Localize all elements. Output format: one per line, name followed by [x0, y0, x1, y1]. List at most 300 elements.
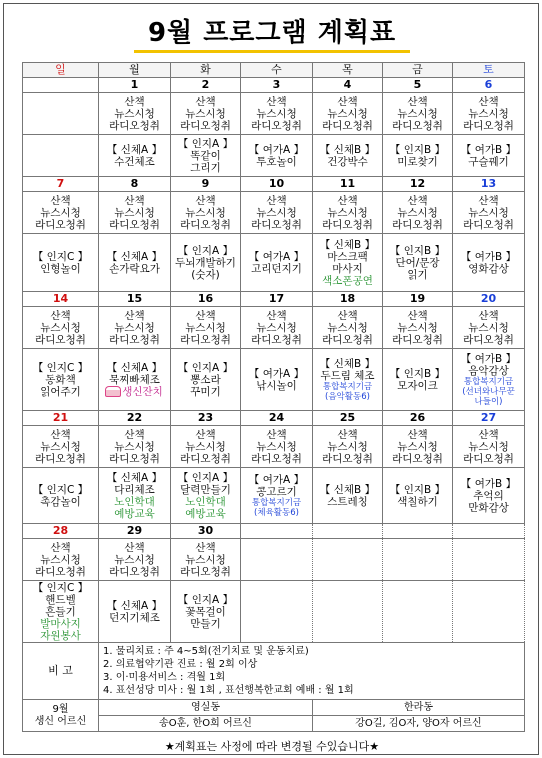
- activity-name: 다리체조: [114, 483, 155, 496]
- routine-item: 라디오청취: [35, 565, 86, 578]
- birthday-label-month: 9월: [52, 703, 69, 715]
- routine-item: 산책: [478, 309, 499, 322]
- date-number: 6: [453, 78, 525, 93]
- routine-item: 산책: [195, 194, 216, 207]
- activity-name: 꾸미기: [190, 385, 221, 398]
- routine-item: 뉴스시청: [114, 553, 155, 566]
- activity-row: [23, 581, 525, 643]
- routine-item: 산책: [124, 428, 145, 441]
- activity-row: [23, 468, 525, 524]
- routine-item: 뉴스시청: [397, 107, 438, 120]
- date-number: 1: [99, 78, 171, 93]
- activity-row: [23, 234, 525, 292]
- routine-item: 라디오청취: [35, 452, 86, 465]
- activity-category: 【 신체A 】: [106, 143, 163, 156]
- routine-item: 산책: [337, 428, 358, 441]
- routine-item: 산책: [407, 428, 428, 441]
- weekday-mon: 월: [99, 63, 171, 78]
- activity-name: 달력만들기: [180, 483, 231, 496]
- activity-cell: [313, 468, 383, 524]
- activity-category: 【 인지B 】: [389, 143, 446, 156]
- routine-cell: [313, 93, 383, 135]
- routine-item: 라디오청취: [251, 119, 302, 132]
- routine-item: 뉴스시청: [114, 440, 155, 453]
- routine-cell: [171, 307, 241, 349]
- activity-cell: [171, 581, 241, 643]
- routine-item: 라디오청취: [322, 218, 373, 231]
- routine-item: 산책: [124, 309, 145, 322]
- activity-category: 【 신체B 】: [319, 357, 376, 370]
- notes-content: [99, 643, 525, 700]
- routine-item: 뉴스시청: [40, 553, 81, 566]
- date-number: 26: [383, 411, 453, 426]
- activity-cell: [383, 349, 453, 411]
- activity-cell: [23, 468, 99, 524]
- activity-special-note: 노인학대: [185, 495, 226, 508]
- activity-cell: [453, 234, 525, 292]
- calendar-table: [22, 62, 525, 732]
- date-number: 29: [99, 524, 171, 539]
- routine-item: 뉴스시청: [40, 321, 81, 334]
- routine-item: 라디오청취: [109, 333, 160, 346]
- activity-name: 미로찾기: [397, 155, 438, 168]
- activity-cell: [99, 581, 171, 643]
- routine-cell: [383, 539, 453, 581]
- routine-item: 라디오청취: [180, 119, 231, 132]
- routine-item: 산책: [124, 95, 145, 108]
- activity-cell: [99, 135, 171, 177]
- activity-name: 촉감놀이: [40, 495, 81, 508]
- activity-special-note-text: 생신잔치: [122, 385, 163, 398]
- routine-cell: [23, 426, 99, 468]
- activity-category: 【 인지A 】: [177, 593, 234, 606]
- activity-name: 묵찌빠체조: [109, 373, 160, 386]
- activity-cell: [383, 135, 453, 177]
- routine-item: 뉴스시청: [185, 107, 226, 120]
- routine-item: 뉴스시청: [327, 321, 368, 334]
- routine-item: 산책: [337, 95, 358, 108]
- routine-item: 뉴스시청: [397, 206, 438, 219]
- routine-cell: [383, 426, 453, 468]
- routine-item: 뉴스시청: [327, 206, 368, 219]
- activity-cell: [23, 581, 99, 643]
- routine-item: 산책: [337, 309, 358, 322]
- routine-item: 산책: [266, 428, 287, 441]
- routine-cell: [453, 192, 525, 234]
- routine-item: 뉴스시청: [256, 107, 297, 120]
- date-number: 12: [383, 177, 453, 192]
- date-number: 13: [453, 177, 525, 192]
- routine-item: 산책: [195, 309, 216, 322]
- activity-name: 핸드벨: [45, 593, 76, 606]
- date-number: 14: [23, 292, 99, 307]
- routine-cell: [383, 307, 453, 349]
- activity-name: 읽어주기: [40, 385, 81, 398]
- routine-item: 산책: [407, 95, 428, 108]
- date-number: [453, 524, 525, 539]
- activity-name: 수건체조: [114, 155, 155, 168]
- routine-item: 뉴스시청: [256, 206, 297, 219]
- routine-item: 라디오청취: [392, 452, 443, 465]
- activity-name: 흔들기: [45, 605, 76, 618]
- activity-cell: [453, 349, 525, 411]
- date-number: [241, 524, 313, 539]
- activity-category: 【 여가A 】: [248, 367, 305, 380]
- weekday-sun: 일: [23, 63, 99, 78]
- routine-item: 산책: [266, 194, 287, 207]
- routine-item: 산책: [407, 194, 428, 207]
- activity-cell: [99, 468, 171, 524]
- routine-item: 뉴스시청: [40, 206, 81, 219]
- routine-item: 뉴스시청: [256, 440, 297, 453]
- activity-name: 낚시놀이: [256, 379, 297, 392]
- routine-cell: [453, 426, 525, 468]
- date-number: 3: [241, 78, 313, 93]
- routine-cell: [23, 307, 99, 349]
- date-number: 27: [453, 411, 525, 426]
- activity-category: 【 여가B 】: [460, 143, 517, 156]
- activity-name: 건강박수: [327, 155, 368, 168]
- routine-item: 라디오청취: [322, 119, 373, 132]
- activity-name: 추억의: [473, 489, 504, 502]
- activity-name: 똑같이: [190, 149, 221, 162]
- activity-name: 영화감상: [468, 262, 509, 275]
- activity-row: [23, 349, 525, 411]
- routine-cell: [383, 93, 453, 135]
- activity-name: 고리던지기: [251, 262, 302, 275]
- activity-cell: [241, 581, 313, 643]
- routine-item: 라디오청취: [251, 452, 302, 465]
- birthday-col2-names: 강O길, 김O자, 양O자 어르신: [313, 716, 525, 732]
- weekday-header-row: [23, 63, 525, 78]
- routine-cell: [241, 426, 313, 468]
- routine-item: 라디오청취: [463, 119, 514, 132]
- activity-category: 【 인지A 】: [177, 137, 234, 150]
- routine-item: 라디오청취: [322, 333, 373, 346]
- routine-cell: [171, 426, 241, 468]
- routine-item: 산책: [337, 194, 358, 207]
- activity-name: 색칠하기: [397, 495, 438, 508]
- date-row: [23, 177, 525, 192]
- routine-item: 뉴스시청: [468, 206, 509, 219]
- routine-cell: [171, 192, 241, 234]
- activity-category: 【 여가A 】: [248, 473, 305, 486]
- activity-cell: [23, 234, 99, 292]
- activity-special-note: (선녀와나무꾼: [462, 386, 515, 397]
- activity-category: 【 여가B 】: [460, 352, 517, 365]
- routine-item: 산책: [50, 541, 71, 554]
- activity-special-note: 노인학대: [114, 495, 155, 508]
- date-number: 9: [171, 177, 241, 192]
- routine-item: 라디오청취: [463, 218, 514, 231]
- routine-item: 뉴스시청: [468, 440, 509, 453]
- routine-item: 라디오청취: [35, 218, 86, 231]
- routine-item: 라디오청취: [180, 218, 231, 231]
- activity-special-note: 나들이): [474, 396, 503, 407]
- activity-cell: [23, 135, 99, 177]
- activity-category: 【 인지A 】: [177, 361, 234, 374]
- birthday-label-text: 생신 어르신: [34, 715, 87, 727]
- routine-item: 산책: [266, 95, 287, 108]
- routine-cell: [171, 539, 241, 581]
- date-number: 15: [99, 292, 171, 307]
- schedule-page: [3, 3, 539, 755]
- activity-cell: [241, 349, 313, 411]
- routine-cell: [383, 192, 453, 234]
- activity-name: 던지기체조: [109, 611, 160, 624]
- routine-item: 라디오청취: [463, 452, 514, 465]
- activity-row: [23, 135, 525, 177]
- routine-item: 라디오청취: [180, 333, 231, 346]
- routine-item: 라디오청취: [322, 452, 373, 465]
- activity-name: 모자이크: [397, 379, 438, 392]
- routine-cell: [241, 93, 313, 135]
- activity-name: 두드림 체조: [320, 369, 375, 382]
- routine-item: 뉴스시청: [397, 440, 438, 453]
- routine-item: 산책: [478, 194, 499, 207]
- activity-cell: [171, 349, 241, 411]
- routine-cell: [23, 539, 99, 581]
- activity-name: 인형놀이: [40, 262, 81, 275]
- activity-category: 【 신체A 】: [106, 471, 163, 484]
- routine-item: 산책: [50, 309, 71, 322]
- routine-item: 라디오청취: [35, 333, 86, 346]
- note-line: 4. 표선성당 미사 : 월 1회 , 표선행복한교회 예배 : 월 1회: [103, 685, 354, 696]
- date-number: [313, 524, 383, 539]
- routine-cell: [99, 426, 171, 468]
- date-number: 23: [171, 411, 241, 426]
- routine-cell: [453, 539, 525, 581]
- activity-cell: [241, 468, 313, 524]
- routine-cell: [313, 426, 383, 468]
- routine-item: 뉴스시청: [40, 440, 81, 453]
- date-number: 28: [23, 524, 99, 539]
- date-number: 16: [171, 292, 241, 307]
- note-line: 3. 이·미용서비스 : 격월 1회: [103, 672, 226, 683]
- date-number: 25: [313, 411, 383, 426]
- activity-name: 구슬꿰기: [468, 155, 509, 168]
- weekday-wed: 수: [241, 63, 313, 78]
- birthday-header-row: [23, 700, 525, 716]
- activity-category: 【 인지A 】: [177, 471, 234, 484]
- routine-item: 뉴스시청: [468, 321, 509, 334]
- page-title: 9월 프로그램 계획표: [134, 18, 410, 53]
- routine-item: 라디오청취: [180, 565, 231, 578]
- routine-item: 라디오청취: [109, 119, 160, 132]
- activity-cell: [99, 349, 171, 411]
- activity-name: 꽃목걸이: [185, 605, 226, 618]
- activity-name: 손가락요가: [109, 262, 160, 275]
- activity-category: 【 인지B 】: [389, 244, 446, 257]
- activity-name: 스트레칭: [327, 495, 368, 508]
- activity-category: 【 여가B 】: [460, 477, 517, 490]
- activity-category: 【 신체A 】: [106, 250, 163, 263]
- date-row: [23, 524, 525, 539]
- routine-item: 산책: [50, 428, 71, 441]
- routine-cell: [241, 539, 313, 581]
- routine-item: 라디오청취: [109, 218, 160, 231]
- activity-special-note: 자원봉사: [40, 629, 81, 642]
- routine-cell: [23, 192, 99, 234]
- routine-item: 산책: [195, 428, 216, 441]
- routine-item: 산책: [124, 194, 145, 207]
- routine-item: 라디오청취: [392, 218, 443, 231]
- activity-category: 【 신체B 】: [319, 238, 376, 251]
- birthday-label: [23, 700, 99, 732]
- routine-item: 산책: [478, 428, 499, 441]
- activity-cell: [313, 234, 383, 292]
- activity-cell: [241, 234, 313, 292]
- routine-cell: [99, 307, 171, 349]
- date-number: 2: [171, 78, 241, 93]
- date-number: 17: [241, 292, 313, 307]
- date-number: [383, 524, 453, 539]
- birthday-col1-names: 송O훈, 한O희 어르신: [99, 716, 313, 732]
- routine-item: 뉴스시청: [185, 321, 226, 334]
- activity-special-note: 예방교육: [185, 507, 226, 520]
- activity-category: 【 인지B 】: [389, 367, 446, 380]
- routine-row: [23, 192, 525, 234]
- note-line: 2. 의료협약기관 진료 : 월 2회 이상: [103, 659, 258, 670]
- footer-note: ★계획표는 사정에 따라 변경될 수있습니다★: [164, 740, 380, 753]
- activity-cell: [453, 581, 525, 643]
- routine-row: [23, 93, 525, 135]
- routine-item: 뉴스시청: [397, 321, 438, 334]
- activity-name: 음악감상: [468, 364, 509, 377]
- routine-item: 뉴스시청: [256, 321, 297, 334]
- activity-name: 마스크팩: [327, 250, 368, 263]
- activity-cell: [453, 468, 525, 524]
- date-number: 30: [171, 524, 241, 539]
- routine-row: [23, 426, 525, 468]
- activity-name: 두뇌개발하기: [175, 256, 236, 269]
- cake-icon: [106, 387, 120, 396]
- activity-category: 【 신체B 】: [319, 483, 376, 496]
- activity-category: 【 인지B 】: [389, 483, 446, 496]
- date-number: 7: [23, 177, 99, 192]
- activity-name: 뽕소라: [190, 373, 221, 386]
- activity-name: 콩고르기: [256, 485, 297, 498]
- activity-name: 만화감상: [468, 501, 509, 514]
- activity-cell: [99, 234, 171, 292]
- routine-cell: [313, 539, 383, 581]
- date-number: 5: [383, 78, 453, 93]
- routine-cell: [453, 307, 525, 349]
- activity-name: 단어/문장: [395, 256, 440, 269]
- routine-item: 라디오청취: [392, 119, 443, 132]
- activity-category: 【 여가A 】: [248, 250, 305, 263]
- date-number: 18: [313, 292, 383, 307]
- weekday-sat: 토: [453, 63, 525, 78]
- activity-cell: [171, 234, 241, 292]
- activity-special-note: 예방교육: [114, 507, 155, 520]
- routine-item: 뉴스시청: [114, 107, 155, 120]
- routine-cell: [99, 93, 171, 135]
- routine-item: 산책: [407, 309, 428, 322]
- notes-row: [23, 643, 525, 700]
- weekday-thu: 목: [313, 63, 383, 78]
- activity-cell: [383, 581, 453, 643]
- routine-cell: [241, 192, 313, 234]
- activity-category: 【 인지C 】: [32, 250, 89, 263]
- date-number: 10: [241, 177, 313, 192]
- activity-name: 투호놀이: [256, 155, 297, 168]
- activity-special-note: (체육활동6): [254, 507, 299, 518]
- routine-item: 라디오청취: [392, 333, 443, 346]
- activity-special-note: 통합복지기금: [322, 381, 373, 392]
- activity-category: 【 신체A 】: [106, 599, 163, 612]
- routine-item: 산책: [266, 309, 287, 322]
- routine-item: 뉴스시청: [114, 321, 155, 334]
- routine-cell: [99, 539, 171, 581]
- routine-item: 뉴스시청: [114, 206, 155, 219]
- activity-special-note: 발마사지: [40, 617, 81, 630]
- activity-cell: [313, 135, 383, 177]
- routine-item: 라디오청취: [180, 452, 231, 465]
- birthday-col1-header: 영실동: [99, 700, 313, 716]
- weekday-fri: 금: [383, 63, 453, 78]
- activity-special-note: 색소폰공연: [322, 274, 373, 287]
- date-number: 21: [23, 411, 99, 426]
- activity-special-note: [99, 386, 170, 398]
- routine-row: [23, 307, 525, 349]
- activity-category: 【 인지C 】: [32, 483, 89, 496]
- routine-item: 산책: [195, 541, 216, 554]
- routine-cell: [23, 93, 99, 135]
- routine-cell: [453, 93, 525, 135]
- routine-item: 산책: [50, 194, 71, 207]
- date-row: [23, 411, 525, 426]
- activity-name: (숫자): [191, 268, 220, 281]
- routine-item: 뉴스시청: [185, 206, 226, 219]
- activity-special-note: 통합복지기금: [251, 497, 302, 508]
- routine-item: 산책: [124, 541, 145, 554]
- activity-cell: [23, 349, 99, 411]
- routine-item: 뉴스시청: [327, 440, 368, 453]
- activity-category: 【 여가B 】: [460, 250, 517, 263]
- activity-category: 【 여가A 】: [248, 143, 305, 156]
- activity-special-note: (음악활동6): [325, 391, 370, 402]
- date-row: [23, 78, 525, 93]
- routine-item: 뉴스시청: [468, 107, 509, 120]
- routine-cell: [99, 192, 171, 234]
- activity-cell: [313, 581, 383, 643]
- activity-cell: [171, 468, 241, 524]
- activity-cell: [453, 135, 525, 177]
- activity-category: 【 인지A 】: [177, 244, 234, 257]
- date-number: 20: [453, 292, 525, 307]
- date-number: [23, 78, 99, 93]
- routine-cell: [313, 192, 383, 234]
- routine-item: 라디오청취: [109, 565, 160, 578]
- date-number: 24: [241, 411, 313, 426]
- routine-row: [23, 539, 525, 581]
- activity-category: 【 인지C 】: [32, 581, 89, 594]
- routine-cell: [171, 93, 241, 135]
- routine-item: 뉴스시청: [185, 553, 226, 566]
- routine-item: 라디오청취: [109, 452, 160, 465]
- date-number: 19: [383, 292, 453, 307]
- activity-special-note: 통합복지기금: [463, 376, 514, 387]
- activity-name: 읽기: [407, 268, 428, 281]
- activity-category: 【 신체B 】: [319, 143, 376, 156]
- activity-cell: [241, 135, 313, 177]
- activity-cell: [383, 468, 453, 524]
- activity-category: 【 신체A 】: [106, 361, 163, 374]
- birthday-names-row: [23, 716, 525, 732]
- routine-item: 라디오청취: [251, 333, 302, 346]
- routine-item: 라디오청취: [463, 333, 514, 346]
